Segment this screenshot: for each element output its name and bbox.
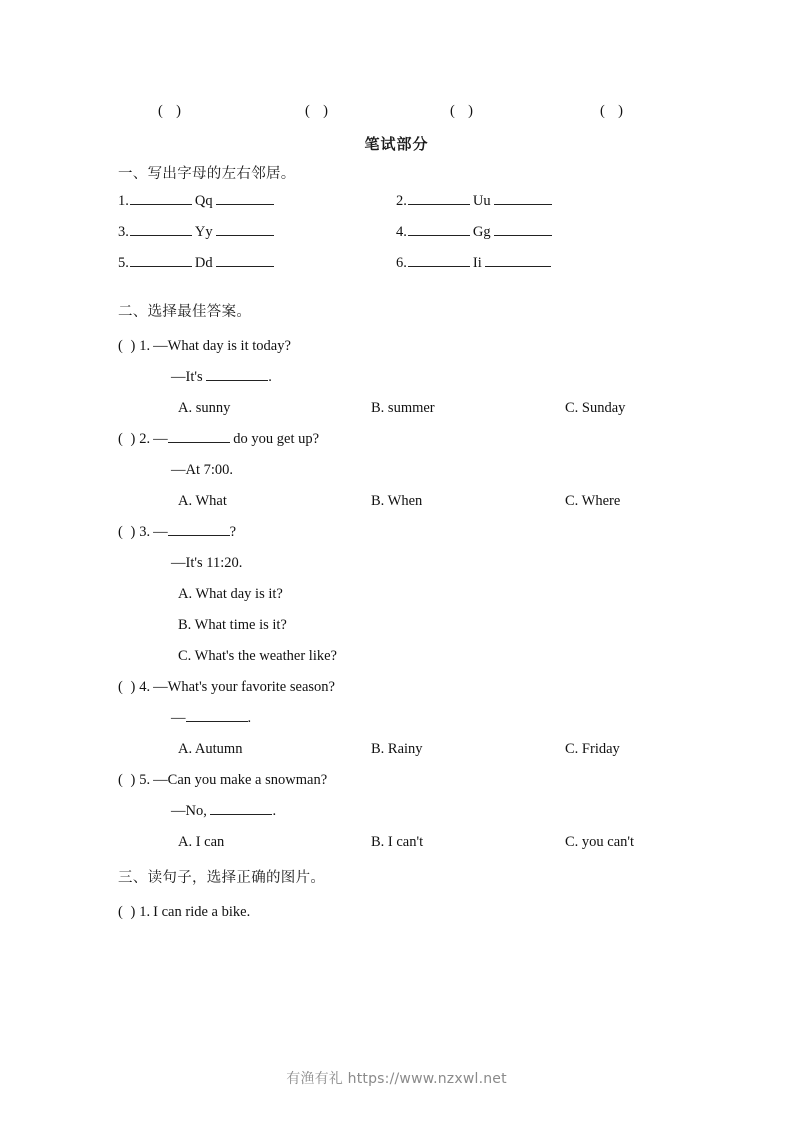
option-c[interactable]: C. What's the weather like?	[178, 648, 337, 664]
write-blank[interactable]	[168, 535, 230, 536]
write-blank[interactable]	[130, 266, 192, 267]
page-title: 笔试部分	[364, 135, 429, 153]
letter-row	[118, 193, 678, 224]
letter-value: Gg	[472, 224, 491, 240]
letter-item-number: 2.	[396, 193, 407, 209]
write-blank[interactable]	[186, 721, 248, 722]
question-number: 1.	[139, 338, 151, 354]
mc-question-2	[118, 424, 678, 517]
question-prompt	[118, 331, 678, 362]
letter-item-number: 1.	[118, 193, 129, 209]
question-prompt	[118, 765, 678, 796]
letter-value: Uu	[472, 193, 491, 209]
question-answer-line	[118, 548, 678, 579]
letter-row	[118, 224, 678, 255]
option-a[interactable]: A. I can	[178, 834, 225, 850]
question-answer-line	[118, 455, 678, 486]
answer-text: —No,	[171, 803, 211, 819]
question-text-post: ?	[229, 524, 237, 540]
question-number: 5.	[139, 772, 151, 788]
question-text-pre: —	[153, 431, 168, 447]
letter-item-2	[396, 193, 552, 210]
question-answer-line	[118, 362, 678, 393]
answer-bracket-3[interactable]: ( )	[450, 103, 475, 119]
question-options	[118, 486, 678, 517]
write-blank[interactable]	[408, 235, 470, 236]
question-text: —What day is it today?	[153, 338, 291, 354]
worksheet-content	[118, 162, 678, 928]
section-three-heading: 三、读句子，选择正确的图片。	[118, 870, 326, 886]
section-one-heading: 一、写出字母的左右邻居。	[118, 166, 296, 182]
letter-value: Qq	[194, 193, 213, 209]
write-blank[interactable]	[130, 204, 192, 205]
question-prompt	[118, 672, 678, 703]
answer-bracket-1[interactable]: ( )	[158, 103, 183, 119]
letter-value: Dd	[194, 255, 213, 271]
option-c[interactable]: C. Sunday	[565, 400, 626, 416]
question-answer-line	[118, 796, 678, 827]
option-b[interactable]: B. Rainy	[371, 741, 423, 757]
option-c[interactable]: C. Where	[565, 493, 621, 509]
question-prompt	[118, 517, 678, 548]
letter-item-3	[118, 224, 274, 241]
option-b[interactable]: B. I can't	[371, 834, 424, 850]
question-number: 3.	[139, 524, 151, 540]
write-blank[interactable]	[494, 235, 552, 236]
question-text-post: do you get up?	[229, 431, 320, 447]
answer-bracket[interactable]: ( )	[118, 338, 138, 354]
answer-text: —At 7:00.	[171, 462, 234, 478]
answer-bracket-4[interactable]: ( )	[600, 103, 625, 119]
letter-item-6	[396, 255, 551, 272]
option-b[interactable]: B. What time is it?	[178, 617, 287, 633]
write-blank[interactable]	[210, 814, 272, 815]
question-prompt	[118, 424, 678, 455]
answer-bracket[interactable]: ( )	[118, 904, 138, 920]
option-c[interactable]: C. Friday	[565, 741, 620, 757]
write-blank[interactable]	[168, 442, 230, 443]
write-blank[interactable]	[216, 235, 274, 236]
option-a[interactable]: A. What day is it?	[178, 586, 283, 602]
question-text: I can ride a bike.	[153, 904, 251, 920]
mc-question-3	[118, 517, 678, 672]
letter-item-number: 4.	[396, 224, 407, 240]
question-text: —Can you make a snowman?	[153, 772, 328, 788]
option-a[interactable]: A. sunny	[178, 400, 231, 416]
letter-item-5	[118, 255, 274, 272]
option-a[interactable]: A. What	[178, 493, 227, 509]
write-blank[interactable]	[494, 204, 552, 205]
write-blank[interactable]	[408, 266, 470, 267]
question-number: 1.	[139, 904, 151, 920]
answer-bracket-row	[0, 103, 793, 123]
letter-row	[118, 255, 678, 286]
option-a[interactable]: A. Autumn	[178, 741, 243, 757]
mc-question-1	[118, 331, 678, 424]
mc-question-4	[118, 672, 678, 765]
answer-bracket[interactable]: ( )	[118, 772, 138, 788]
letter-item-number: 3.	[118, 224, 129, 240]
picture-question-1	[118, 897, 678, 928]
footer-watermark: 有渔有礼 https://www.nzxwl.net	[286, 1071, 507, 1087]
answer-punct: .	[272, 803, 277, 819]
letter-value: Yy	[194, 224, 213, 240]
letter-item-4	[396, 224, 552, 241]
question-options	[118, 827, 678, 858]
letter-value: Ii	[472, 255, 482, 271]
write-blank[interactable]	[216, 266, 274, 267]
letter-item-1	[118, 193, 274, 210]
letter-item-number: 5.	[118, 255, 129, 271]
write-blank[interactable]	[485, 266, 551, 267]
question-answer-line	[118, 703, 678, 734]
answer-text: —It's 11:20.	[171, 555, 243, 571]
answer-text: —	[171, 710, 186, 726]
question-text-pre: —	[153, 524, 168, 540]
question-number: 2.	[139, 431, 151, 447]
section-one-items	[118, 193, 678, 286]
question-text: —What's your favorite season?	[153, 679, 335, 695]
letter-item-number: 6.	[396, 255, 407, 271]
question-options	[118, 393, 678, 424]
section-two-heading: 二、选择最佳答案。	[118, 304, 252, 320]
question-number: 4.	[139, 679, 151, 695]
answer-bracket-2[interactable]: ( )	[305, 103, 330, 119]
option-c[interactable]: C. you can't	[565, 834, 635, 850]
question-options	[118, 734, 678, 765]
answer-text: —It's	[171, 369, 207, 385]
answer-bracket[interactable]: ( )	[118, 431, 138, 447]
mc-question-5	[118, 765, 678, 858]
write-blank[interactable]	[408, 204, 470, 205]
write-blank[interactable]	[130, 235, 192, 236]
option-b[interactable]: B. summer	[371, 400, 435, 416]
option-b[interactable]: B. When	[371, 493, 423, 509]
answer-bracket[interactable]: ( )	[118, 679, 138, 695]
answer-punct: .	[247, 710, 252, 726]
answer-bracket[interactable]: ( )	[118, 524, 138, 540]
answer-punct: .	[268, 369, 272, 385]
write-blank[interactable]	[216, 204, 274, 205]
write-blank[interactable]	[206, 380, 268, 381]
